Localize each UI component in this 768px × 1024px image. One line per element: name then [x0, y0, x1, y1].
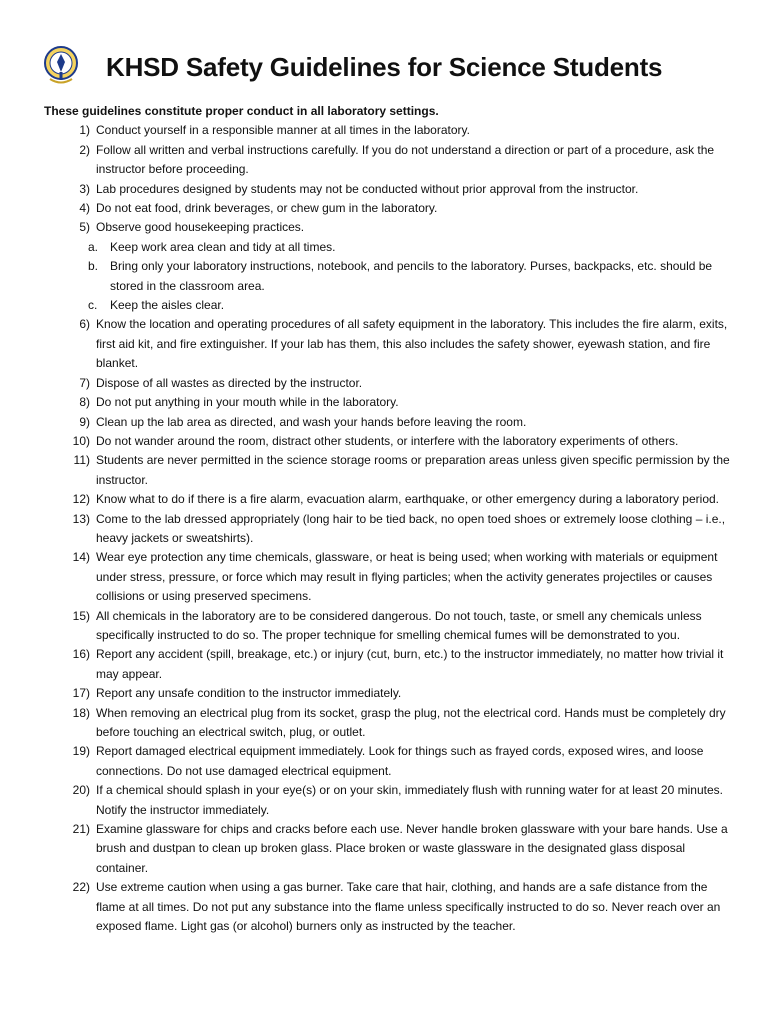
- rule-item: [44, 684, 730, 703]
- rule-number: 16): [72, 647, 90, 662]
- rule-number: 21): [72, 822, 90, 837]
- rules-list: [44, 121, 730, 936]
- rule-item: [44, 121, 730, 140]
- rule-item: [44, 141, 730, 180]
- rule-number: 18): [72, 705, 90, 720]
- rule-text: Report damaged electrical equipment immediately. Look for things such as frayed cords, exposed wires, and loose connections. Do not use damaged electrical equipment.: [96, 744, 704, 778]
- sub-list: [44, 238, 730, 316]
- sub-item: [88, 238, 730, 257]
- rule-text: When removing an electrical plug from its socket, grasp the plug, not the electrical cord. Hands must be completely dry before touching an electrical switch, plug, or outlet.: [96, 705, 726, 739]
- document-header: [40, 44, 740, 100]
- rule-number: 19): [72, 744, 90, 759]
- rule-text: If a chemical should splash in your eye(s) or on your skin, immediately flush with running water for at least 20 minutes. Notify the instructor immediately.: [96, 783, 723, 817]
- rule-number: 10): [72, 433, 90, 448]
- rule-text: Do not wander around the room, distract other students, or interfere with the laboratory experiments of others.: [96, 433, 679, 448]
- rule-text: Report any accident (spill, breakage, etc.) or injury (cut, burn, etc.) to the instructor immediately, no matter how trivial it may appear.: [96, 647, 724, 681]
- rule-text: Dispose of all wastes as directed by the instructor.: [96, 375, 363, 390]
- rule-item: [44, 180, 730, 199]
- rule-text: All chemicals in the laboratory are to be considered dangerous. Do not touch, taste, or smell any chemicals unless specifically instructed to do so. The proper technique for smelling chemical fumes will be demonstrated to you.: [96, 608, 702, 642]
- rule-item: [44, 878, 730, 936]
- rule-text: Wear eye protection any time chemicals, glassware, or heat is being used; when working with materials or equipment under stress, pressure, or force which may result in flying particles; when the activity generates projectiles or causes collisions or using preserved specimens.: [96, 550, 718, 604]
- rule-item: [44, 393, 730, 412]
- rule-text: Examine glassware for chips and cracks before each use. Never handle broken glassware with your bare hands. Use a brush and dustpan to clean up broken glass. Place broken or waste glassware in the designated glass disposal container.: [96, 822, 728, 875]
- sub-letter: c.: [88, 298, 98, 313]
- rule-item: [44, 548, 730, 606]
- rule-item: [44, 451, 730, 490]
- rule-item: [44, 432, 730, 451]
- rule-item: [44, 645, 730, 684]
- rule-number: 9): [79, 414, 90, 429]
- sub-letter: b.: [88, 259, 99, 274]
- rule-item: [44, 510, 730, 549]
- rule-text: Know what to do if there is a fire alarm, evacuation alarm, earthquake, or other emergency during a laboratory period.: [96, 492, 719, 507]
- rule-text: Do not put anything in your mouth while in the laboratory.: [96, 395, 399, 410]
- rule-text: Conduct yourself in a responsible manner at all times in the laboratory.: [96, 123, 470, 138]
- rule-item: [44, 820, 730, 878]
- rule-number: 11): [73, 453, 90, 468]
- rule-number: 17): [72, 686, 90, 701]
- rule-text: Observe good housekeeping practices.: [96, 220, 305, 235]
- rule-number: 4): [79, 201, 90, 216]
- rule-item: [44, 315, 730, 373]
- school-crest-icon: [44, 46, 78, 86]
- rule-text: Come to the lab dressed appropriately (long hair to be tied back, no open toed shoes or extremely loose clothing – i.e., heavy jackets or sweatshirts).: [96, 511, 726, 545]
- guidelines-content: [44, 102, 730, 936]
- rule-text: Report any unsafe condition to the instructor immediately.: [96, 686, 402, 701]
- rule-item: [44, 413, 730, 432]
- rule-number: 5): [79, 220, 90, 235]
- rule-text: Know the location and operating procedures of all safety equipment in the laboratory. This includes the fire alarm, exits, first aid kit, and fire extinguisher. If your lab has them, this also includes the safety shower, eyewash station, and fire blanket.: [96, 317, 728, 371]
- rule-number: 6): [79, 317, 90, 332]
- rule-number: 3): [79, 181, 90, 196]
- rule-text: Use extreme caution when using a gas burner. Take care that hair, clothing, and hands are a safe distance from the flame at all times. Do not put any substance into the flame unless specifically instructed to do so. Never reach over an exposed flame. Light gas (or alcohol) burners only as instructed by the teacher.: [96, 880, 721, 934]
- page-title: KHSD Safety Guidelines for Science Students: [106, 52, 663, 82]
- rule-text: Do not eat food, drink beverages, or chew gum in the laboratory.: [96, 201, 438, 216]
- sub-text: Bring only your laboratory instructions, notebook, and pencils to the laboratory. Purses, backpacks, etc. should be stored in the classroom area.: [110, 259, 713, 293]
- sub-item: [88, 257, 730, 296]
- rule-item: [44, 607, 730, 646]
- rule-item: [44, 199, 730, 218]
- rule-number: 1): [79, 123, 90, 138]
- rule-number: 14): [72, 550, 90, 565]
- rule-text: Students are never permitted in the science storage rooms or preparation areas unless given specific permission by the instructor.: [96, 453, 730, 487]
- rule-item: [44, 704, 730, 743]
- rule-number: 22): [72, 880, 90, 895]
- rule-number: 2): [79, 142, 90, 157]
- rule-number: 12): [72, 492, 90, 507]
- rule-item: [44, 781, 730, 820]
- intro-text: These guidelines constitute proper conduct in all laboratory settings.: [44, 104, 439, 118]
- rule-item: [44, 218, 730, 315]
- rule-number: 7): [79, 375, 90, 390]
- rule-number: 20): [72, 783, 90, 798]
- sub-item: [88, 296, 730, 315]
- rule-text: Follow all written and verbal instructions carefully. If you do not understand a direction or part of a procedure, ask the instructor before proceeding.: [96, 142, 715, 177]
- rule-item: [44, 374, 730, 393]
- sub-letter: a.: [88, 239, 99, 254]
- sub-text: Keep the aisles clear.: [110, 298, 225, 313]
- rule-number: 8): [79, 395, 90, 410]
- rule-item: [44, 742, 730, 781]
- rule-item: [44, 490, 730, 509]
- rule-number: 13): [72, 511, 90, 526]
- rule-text: Clean up the lab area as directed, and wash your hands before leaving the room.: [96, 414, 527, 429]
- rule-text: Lab procedures designed by students may not be conducted without prior approval from the instructor.: [96, 181, 639, 196]
- sub-text: Keep work area clean and tidy at all times.: [110, 239, 336, 254]
- rule-number: 15): [72, 608, 90, 623]
